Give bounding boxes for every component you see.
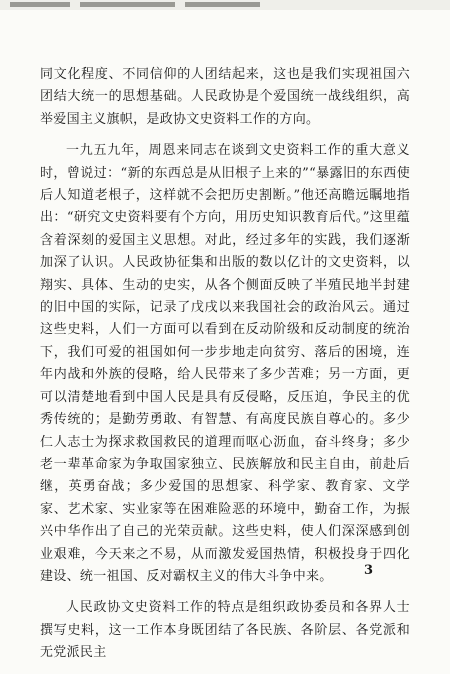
scan-top-strip	[0, 0, 450, 10]
page-number: 3	[364, 563, 374, 578]
scan-artifact	[80, 2, 175, 7]
scan-artifact	[185, 2, 260, 7]
scan-artifact	[10, 2, 70, 7]
paragraph-continuation: 同文化程度、不同信仰的人团结起来，这也是我们实现祖国六团结大统一的思想基础。人民政协是个爱国统一战线组织，高举爱国主义旗帜，是政协文史资料工作的方向。	[40, 67, 410, 127]
document-page	[40, 64, 410, 674]
paragraph-work-features: 人民政协文史资料工作的特点是组织政协委员和各界人士撰写史料，这一工作本身既团结了各民族、各阶层、各党派和无党派民主	[40, 600, 410, 661]
paragraph-zhou-enlai-quote: 一九五九年，周恩来同志在谈到文史资料工作的重大意义时，曾说过：“新的东西总是从旧根子上来的”“暴露旧的东西使后人知道老根子，这样就不会把历史割断。”他还高瞻远瞩地指出：“研究文史资料要有个方向，用历史知识教育后代。”这里蕴含着深刻的爱国主义思想。对此，经过多年的实践，我们逐渐加深了认识。人民政协征集和出版的数以亿计的文史资料，以翔实、具体、生动的史实，从各个侧面反映了半殖民地半封建的旧中国的实际，记录了戊戌以来我国社会的政治风云。通过这些史料，人们一方面可以看到在反动阶级和反动制度的统治下，我们可爱的祖国如何一步步地走向贫穷、落后的困境，连年内战和外族的侵略，给人民带来了多少苦难；另一方面，更可以清楚地看到中国人民是具有反侵略，反压迫，争民主的优秀传统的；是勤劳勇敢、有智慧、有高度民族自尊心的。多少仁人志士为探求救国救民的道理而呕心沥血，奋斗终身；多少老一辈革命家为争取国家独立、民族解放和民主自由，前赴后继，英勇奋战；多少爱国的思想家、科学家、教育家、文学家、艺术家、实业家等在困难险恶的环境中，勤奋工作，为振兴中华作出了自己的光荣贡献。这些史料，使人们深深感到创业艰难，今天来之不易，从而激发爱国热情，积极投身于四化建设、统一祖国、反对霸权主义的伟大斗争中来。	[40, 143, 410, 584]
